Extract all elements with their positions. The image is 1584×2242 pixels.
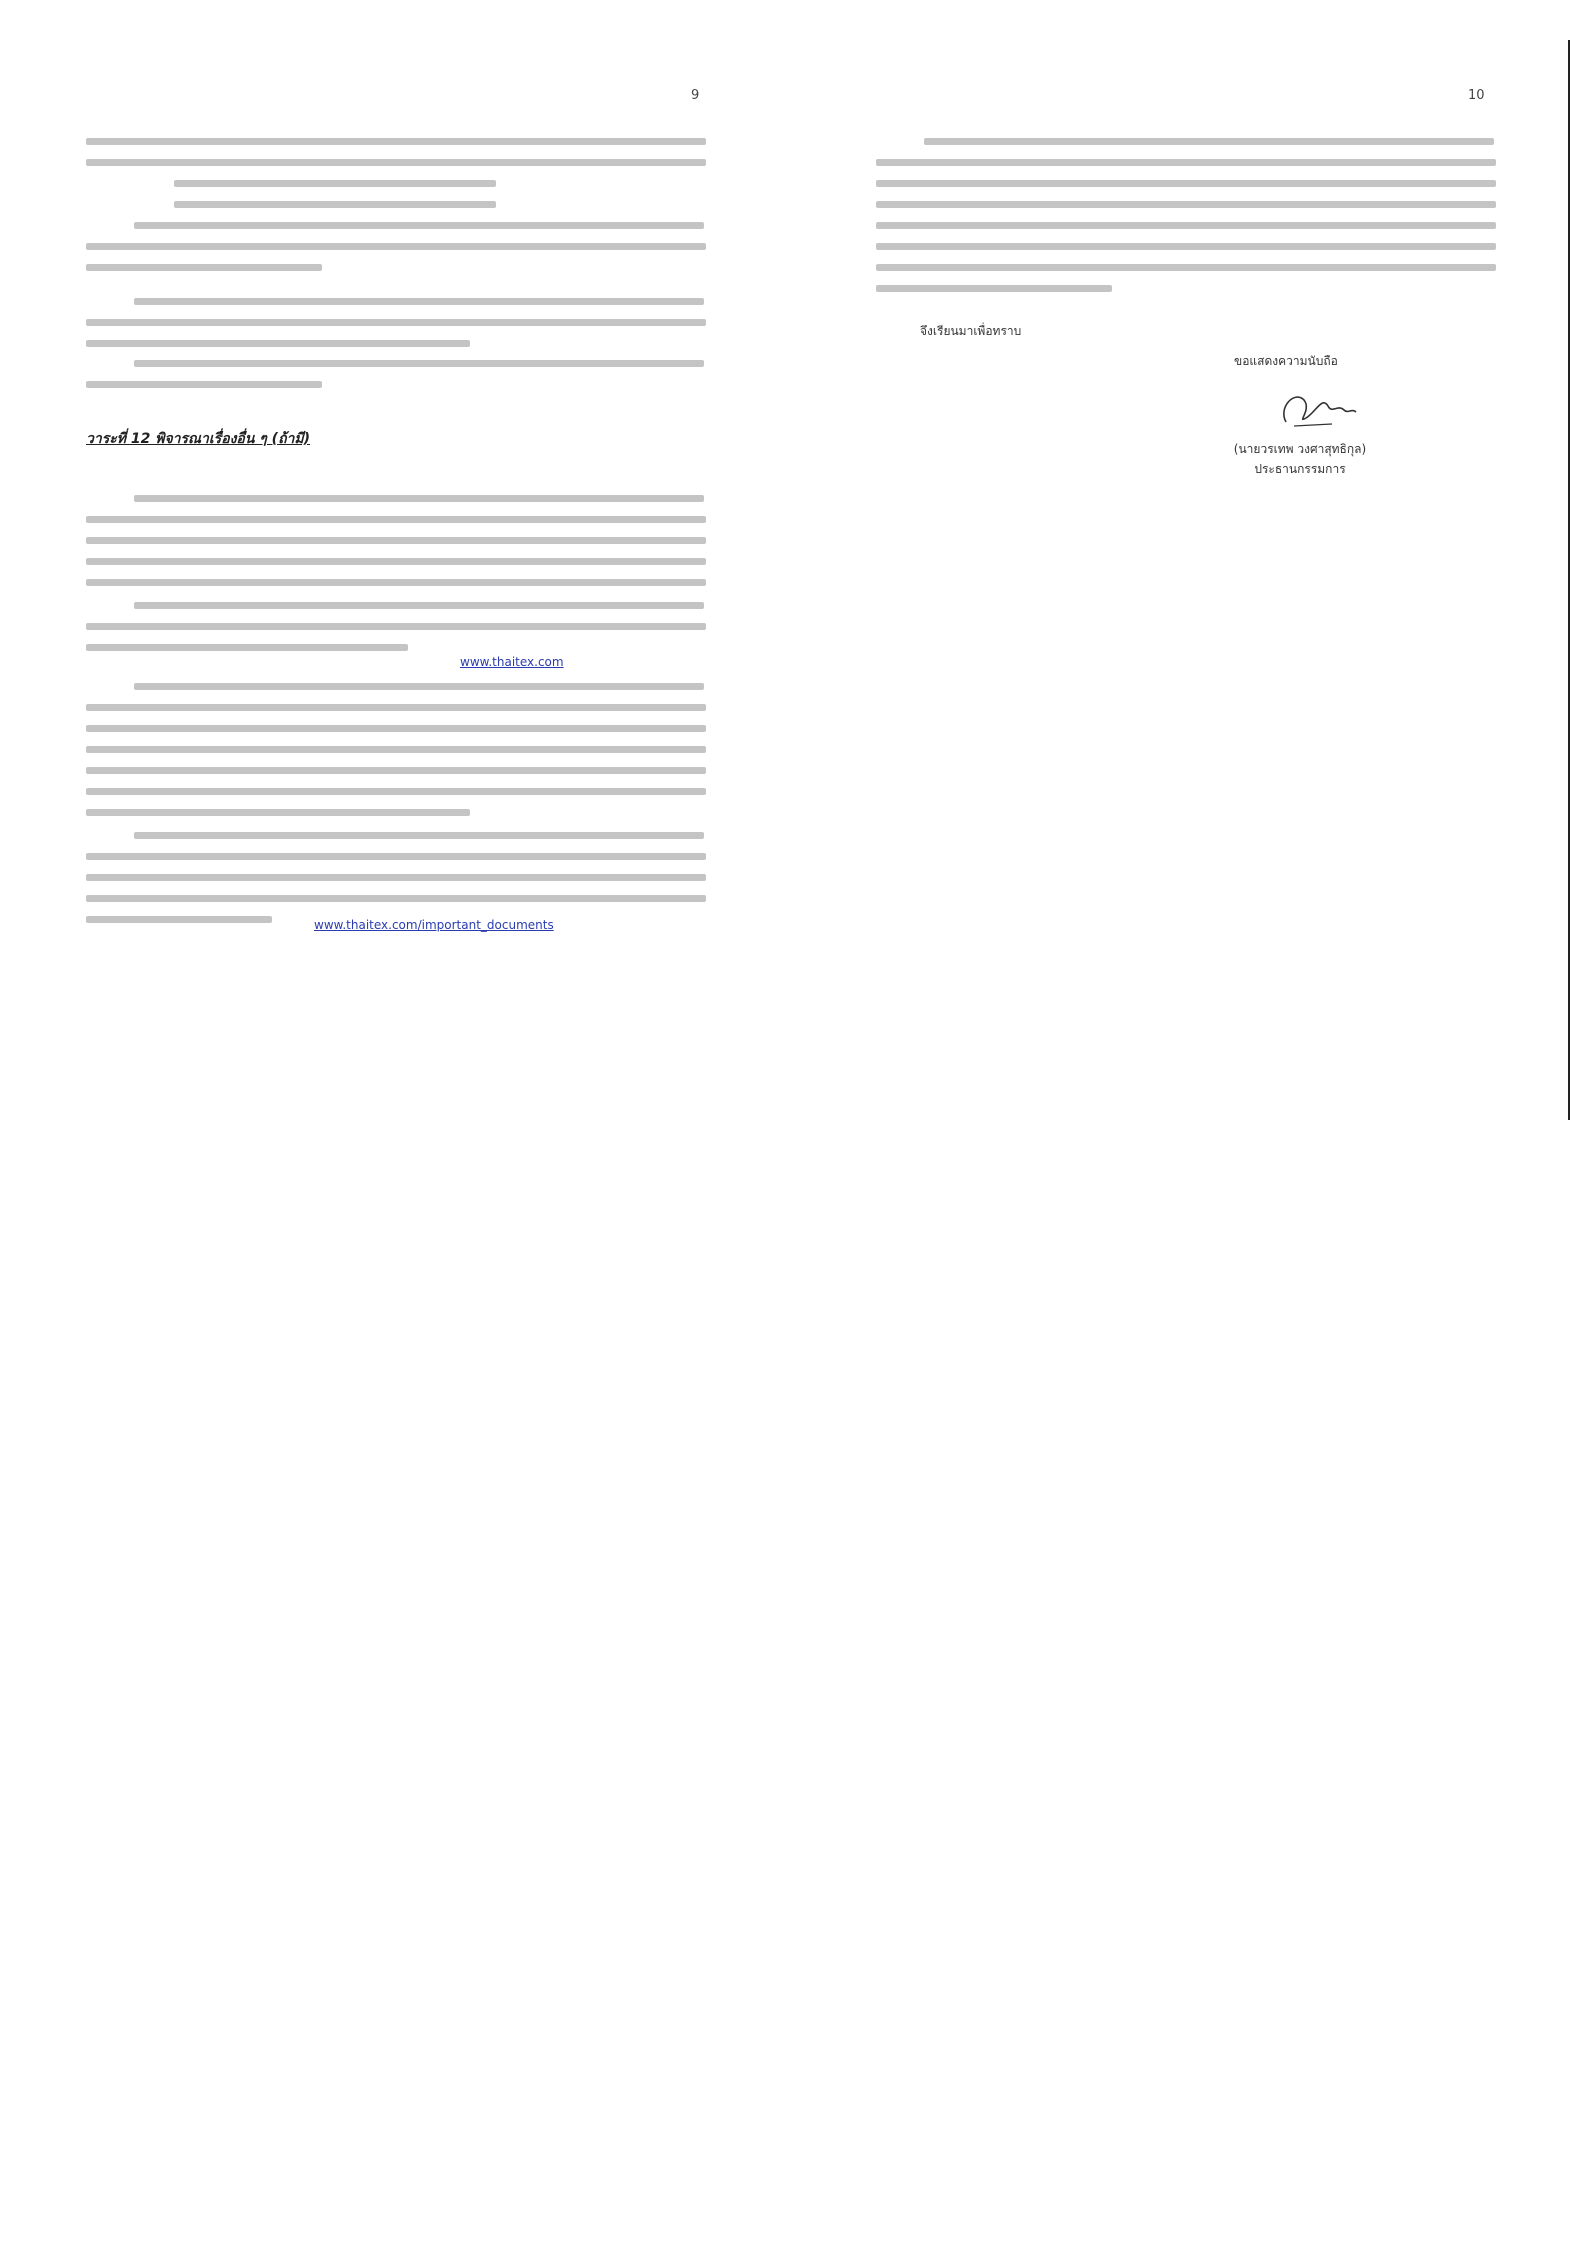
- page-number: 10: [1468, 88, 1485, 103]
- closing-line: จึงเรียนมาเพื่อทราบ: [920, 324, 1022, 338]
- dividend-rounding-paragraph: [86, 138, 706, 285]
- signatory-title: ประธานกรรมการ: [1254, 462, 1346, 476]
- signature-image: [1272, 378, 1362, 434]
- document-page-9: [86, 40, 706, 1120]
- record-date-paragraph: [86, 602, 706, 665]
- agenda-12-heading: วาระที่ 12 พิจารณาเรื่องอื่น ๆ (ถ้ามี): [86, 431, 311, 447]
- important-documents-link[interactable]: www.thaitex.com/important_documents: [314, 918, 554, 932]
- board-opinion-paragraph: [86, 298, 706, 361]
- signatory-name: (นายวรเทพ วงศาสุทธิกุล): [1233, 442, 1367, 456]
- proxy-paragraph: [86, 683, 706, 830]
- meeting-invitation-paragraph: [876, 138, 1496, 306]
- agenda-12-paragraph: [86, 495, 706, 600]
- page-number: 9: [691, 88, 700, 103]
- document-page-10: [848, 40, 1570, 1120]
- regards-line: ขอแสดงความนับถือ: [1234, 354, 1338, 368]
- company-website-link[interactable]: www.thaitex.com: [460, 655, 564, 669]
- resolution-paragraph: [86, 360, 706, 402]
